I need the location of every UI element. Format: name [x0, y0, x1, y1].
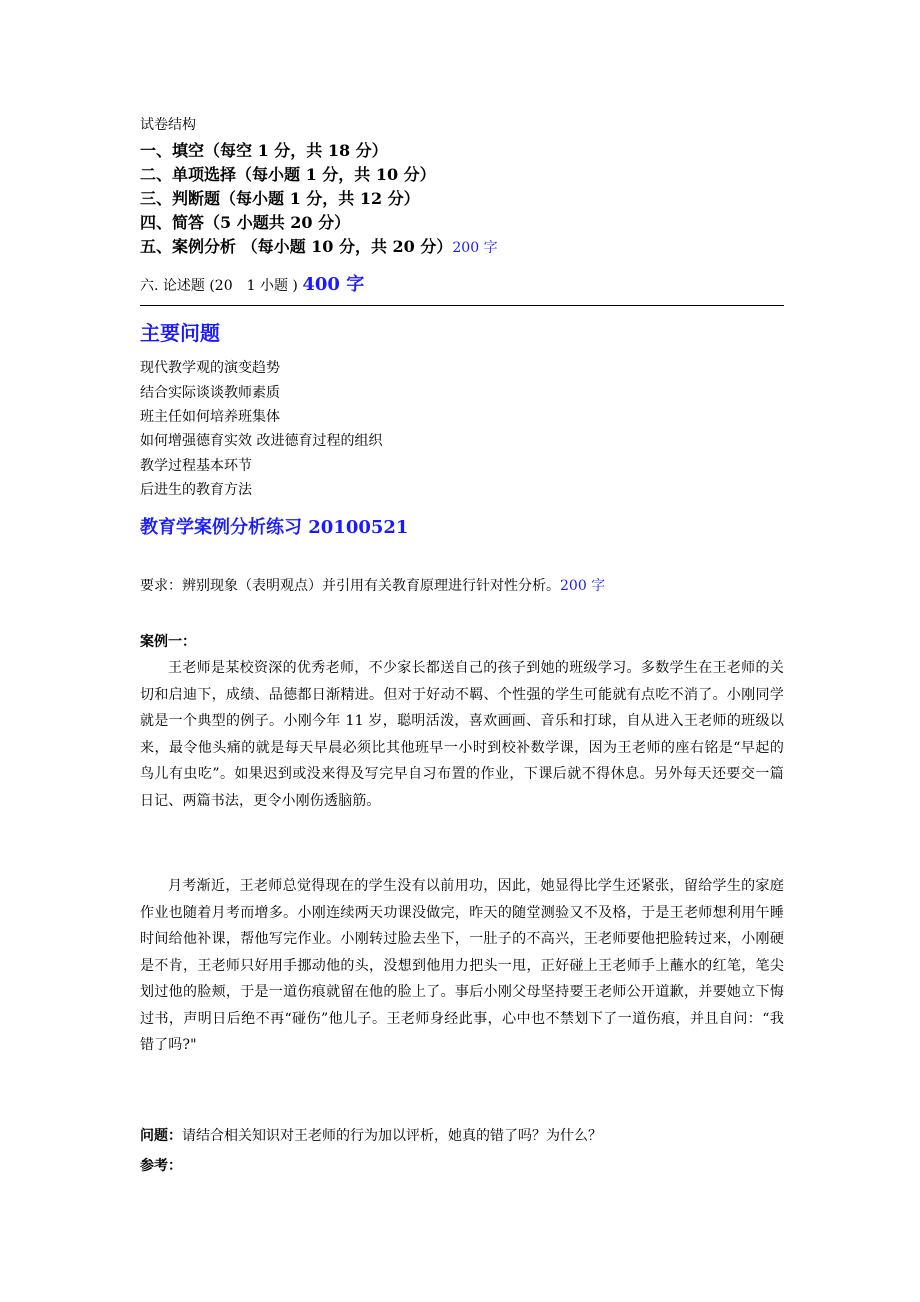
main-issue-item: 如何增强德育实效 改进德育过程的组织 — [140, 433, 383, 449]
structure-title: 试卷结构 — [140, 117, 196, 133]
structure-item-6 — [140, 270, 364, 296]
main-issue-item: 现代教学观的演变趋势 — [140, 360, 280, 376]
requirement-note: 200 字 — [560, 578, 606, 594]
requirement-text: 要求：辨别现象（表明观点）并引用有关教育原理进行针对性分析。 — [140, 578, 560, 594]
structure-item-5-note: 200 字 — [452, 240, 498, 256]
main-issue-item: 结合实际谈谈教师素质 — [140, 385, 280, 401]
reference-label: 参考： — [140, 1158, 182, 1174]
practice-heading: 教育学案例分析练习 20100521 — [140, 517, 409, 538]
question-line — [140, 1125, 602, 1145]
structure-item-5-text: 五、案例分析 （每小题 10 分，共 20 分） — [140, 237, 453, 256]
main-issue-item: 班主任如何培养班集体 — [140, 409, 280, 425]
case-1-paragraph-2: 月考渐近，王老师总觉得现在的学生没有以前用功，因此，她显得比学生还紧张，留给学生的家庭作业也随着月考而增多。小刚连续两天功课没做完，昨天的随堂测验又不及格，于是王老师想利用午睡时间给他补课，帮他写完作业。小刚转过脸去坐下，一肚子的不高兴，王老师要他把脸转过来，小刚硬是不肯，王老师只好用手挪动他的头，没想到他用力把头一甩，正好碰上王老师手上蘸水的红笔，笔尖划过他的脸颊，于是一道伤痕就留在他的脸上了。事后小刚父母坚持要王老师公开道歉，并要她立下悔过书，声明日后绝不再“碰伤”他儿子。王老师身经此事，心中也不禁划下了一道伤痕，并且自问：“我错了吗?" — [140, 878, 784, 1053]
structure-item-3: 三、判断题（每小题 1 分，共 12 分） — [140, 189, 420, 208]
structure-item-1: 一、填空（每空 1 分，共 18 分） — [140, 141, 388, 160]
structure-item-6-text: 六. 论述题 (20 1 小题 ) — [140, 278, 303, 294]
question-text: 请结合相关知识对王老师的行为加以评析，她真的错了吗？为什么？ — [182, 1128, 602, 1144]
question-label: 问题： — [140, 1128, 182, 1144]
structure-item-2: 二、单项选择（每小题 1 分，共 10 分） — [140, 165, 436, 184]
main-issue-item: 后进生的教育方法 — [140, 482, 252, 498]
case-1-label: 案例一： — [140, 634, 196, 650]
main-issue-item: 教学过程基本环节 — [140, 458, 252, 474]
requirement-line — [140, 575, 605, 595]
structure-item-6-note: 400 字 — [302, 274, 365, 295]
structure-item-5 — [140, 234, 498, 257]
structure-item-4: 四、简答（5 小题共 20 分） — [140, 213, 351, 232]
case-1-paragraph-1: 王老师是某校资深的优秀老师，不少家长都送自己的孩子到她的班级学习。多数学生在王老师的关切和启迪下，成绩、品德都日渐精进。但对于好动不羁、个性强的学生可能就有点吃不消了。小刚同学就是一个典型的例子。小刚今年 11 岁，聪明活泼，喜欢画画、音乐和打球，自从进入王老师的班级以来，最令他头痛的就是每天早晨必须比其他班早一小时到校补数学课，因为王老师的座右铭是“早起的鸟儿有虫吃”。如果迟到或没来得及写完早自习布置的作业，下课后就不得休息。另外每天还要交一篇日记、两篇书法，更令小刚伤透脑筋。 — [140, 660, 784, 809]
section-divider — [140, 305, 784, 306]
main-issues-heading: 主要问题 — [140, 321, 220, 345]
